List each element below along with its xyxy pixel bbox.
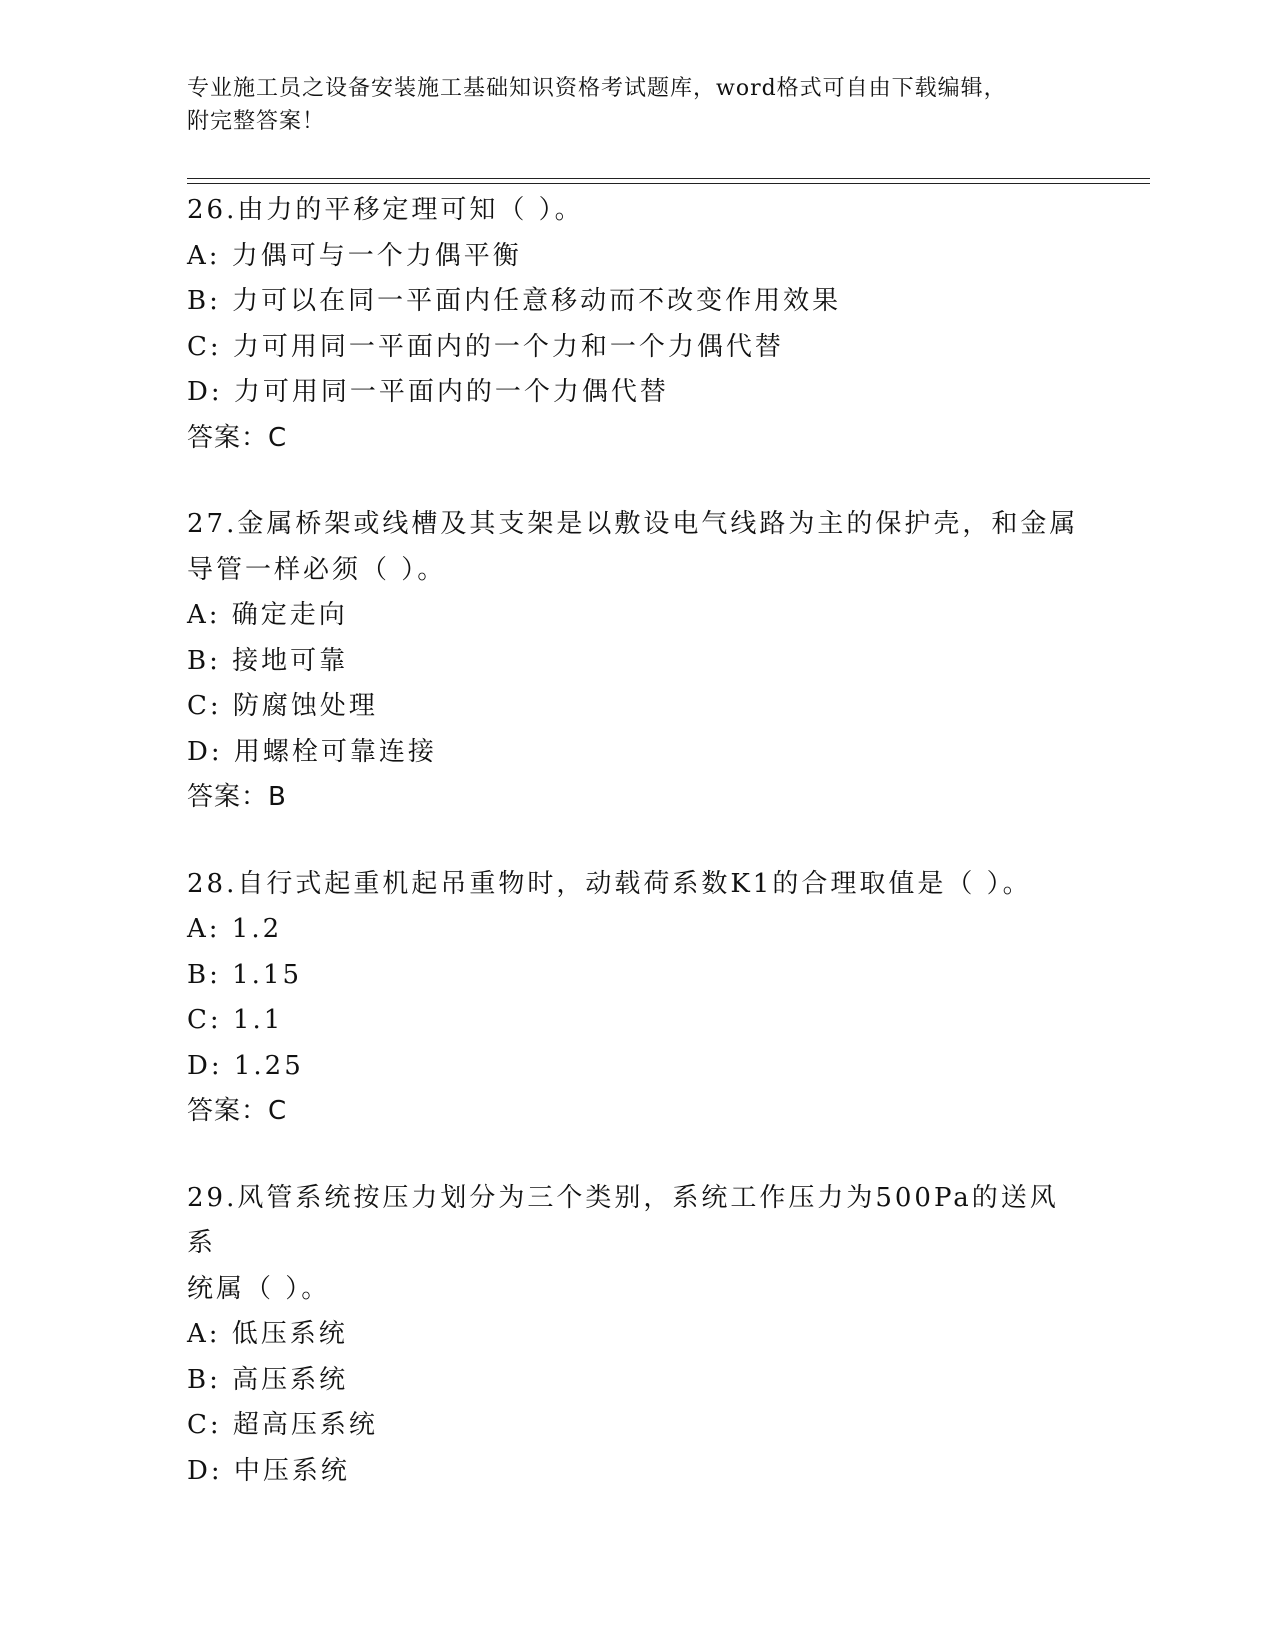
document-header	[187, 72, 1087, 138]
question-29	[187, 1176, 1087, 1495]
option-d: D: 中压系统	[187, 1455, 350, 1486]
option-c: C: 1.1	[187, 1005, 284, 1035]
answer: 答案：B	[187, 782, 287, 812]
question-stem: 26.由力的平移定理可知（ ）。	[187, 195, 584, 225]
question-stem: 27.金属桥架或线槽及其支架是以敷设电气线路为主的保护壳，和金属	[187, 509, 1079, 539]
option-a: A: 1.2	[187, 914, 283, 944]
option-b: B: 力可以在同一平面内任意移动而不改变作用效果	[187, 286, 842, 316]
option-b: B: 高压系统	[187, 1364, 349, 1395]
question-26	[187, 188, 1087, 461]
option-d: D: 力可用同一平面内的一个力偶代替	[187, 377, 669, 407]
option-b: B: 接地可靠	[187, 645, 349, 676]
option-c: C: 防腐蚀处理	[187, 691, 378, 721]
option-d: D: 用螺栓可靠连接	[187, 736, 437, 767]
header-divider-bottom	[187, 183, 1150, 184]
header-line-1: 专业施工员之设备安装施工基础知识资格考试题库，word格式可自由下载编辑，	[187, 76, 1007, 101]
option-d: D: 1.25	[187, 1050, 304, 1081]
option-b: B: 1.15	[187, 959, 303, 990]
question-list	[187, 188, 1087, 1535]
answer: 答案：C	[187, 422, 288, 453]
option-a: A: 确定走向	[187, 600, 348, 630]
option-c: C: 力可用同一平面内的一个力和一个力偶代替	[187, 331, 784, 362]
option-a: A: 低压系统	[187, 1319, 348, 1349]
question-stem: 29.风管系统按压力划分为三个类别，系统工作压力为500Pa的送风系	[187, 1182, 1059, 1258]
option-a: A: 力偶可与一个力偶平衡	[187, 240, 522, 271]
question-28	[187, 862, 1087, 1135]
header-divider-top	[187, 178, 1150, 179]
answer: 答案：C	[187, 1096, 288, 1126]
header-line-2: 附完整答案！	[187, 109, 326, 134]
question-27	[187, 502, 1087, 821]
question-stem-continued: 统属（ ）。	[187, 1273, 331, 1304]
question-stem-continued: 导管一样必须（ ）。	[187, 554, 447, 585]
question-stem: 28.自行式起重机起吊重物时，动载荷系数K1的合理取值是（ ）。	[187, 868, 1032, 899]
option-c: C: 超高压系统	[187, 1410, 378, 1440]
